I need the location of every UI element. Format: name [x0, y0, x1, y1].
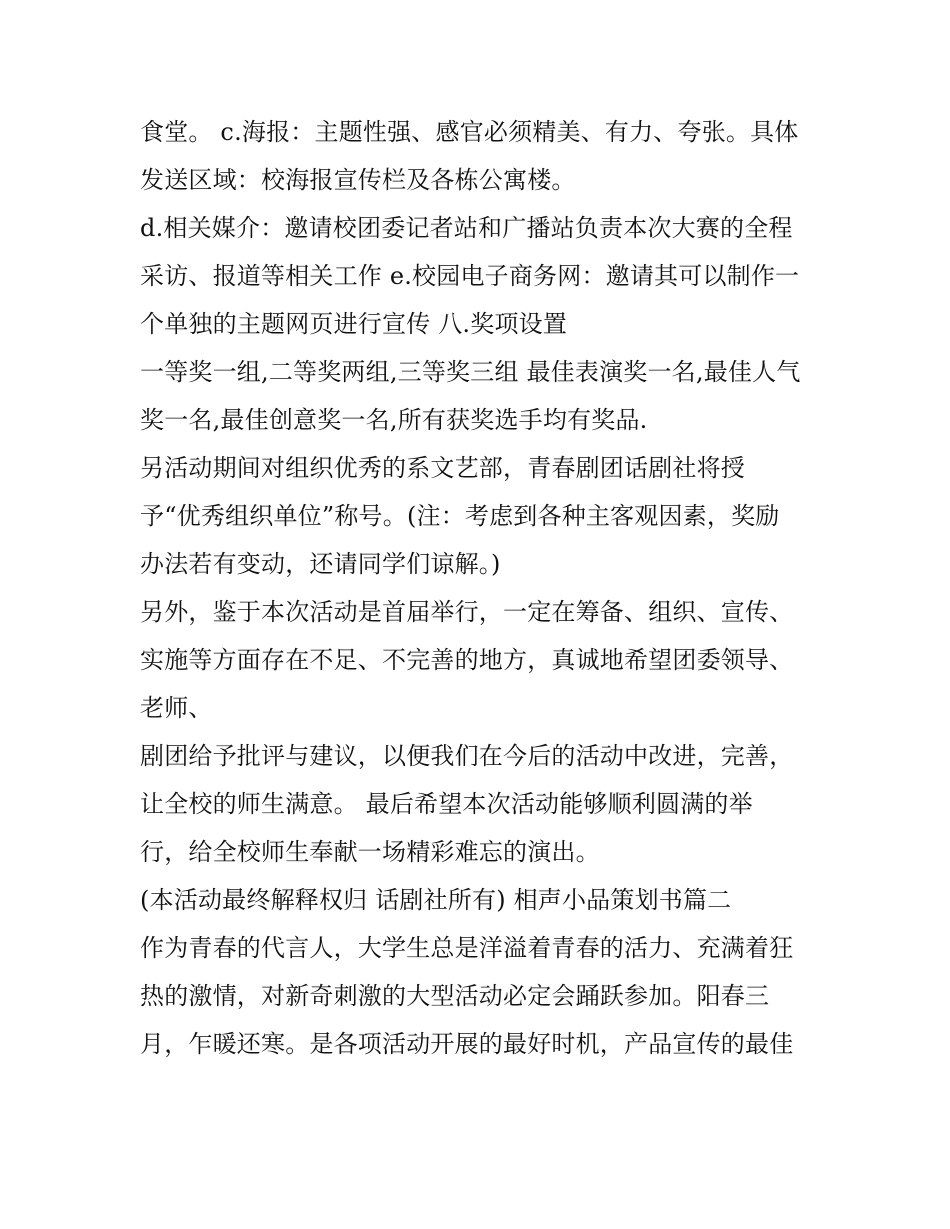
text-line: 一等奖一组,二等奖两组,三等奖三组 最佳表演奖一名,最佳人气: [140, 358, 801, 386]
text-line: 实施等方面存在不足、不完善的地方，真诚地希望团委领导、: [140, 646, 794, 674]
text-line: 行，给全校师生奉献一场精彩难忘的演出。: [140, 838, 600, 866]
text-line: 个单独的主题网页进行宣传 八.奖项设置: [140, 310, 568, 338]
text-line: 予“优秀组织单位”称号。(注：考虑到各种主客观因素，奖励: [140, 502, 780, 530]
text-line: 办法若有变动，还请同学们谅解。): [140, 550, 501, 578]
text-line: 作为青春的代言人，大学生总是洋溢着青春的活力、充满着狂: [140, 934, 794, 962]
text-line: 另活动期间对组织优秀的系文艺部，青春剧团话剧社将授: [140, 454, 745, 482]
text-line: 另外，鉴于本次活动是首届举行，一定在筹备、组织、宣传、: [140, 598, 794, 626]
body-text: [140, 108, 820, 1068]
text-line: 热的激情，对新奇刺激的大型活动必定会踊跃参加。阳春三: [140, 982, 770, 1010]
text-line: 让全校的师生满意。 最后希望本次活动能够顺利圆满的举: [140, 790, 753, 818]
text-line: 老师、: [140, 694, 213, 722]
text-line: (本活动最终解释权归 话剧社所有) 相声小品策划书篇二: [140, 886, 732, 914]
text-line: 发送区域：校海报宣传栏及各栋公寓楼。: [140, 166, 576, 194]
text-line: d.相关媒介：邀请校团委记者站和广播站负责本次大赛的全程: [140, 214, 793, 242]
text-line: 采访、报道等相关工作 e.校园电子商务网：邀请其可以制作一: [140, 262, 800, 290]
text-line: 剧团给予批评与建议，以便我们在今后的活动中改进，完善，: [140, 742, 794, 770]
text-line: 奖一名,最佳创意奖一名,所有获奖选手均有奖品.: [140, 406, 648, 434]
text-line: 食堂。 c.海报：主题性强、感官必须精美、有力、夸张。具体: [140, 118, 799, 146]
text-line: 月，乍暖还寒。是各项活动开展的最好时机，产品宣传的最佳: [140, 1030, 794, 1058]
